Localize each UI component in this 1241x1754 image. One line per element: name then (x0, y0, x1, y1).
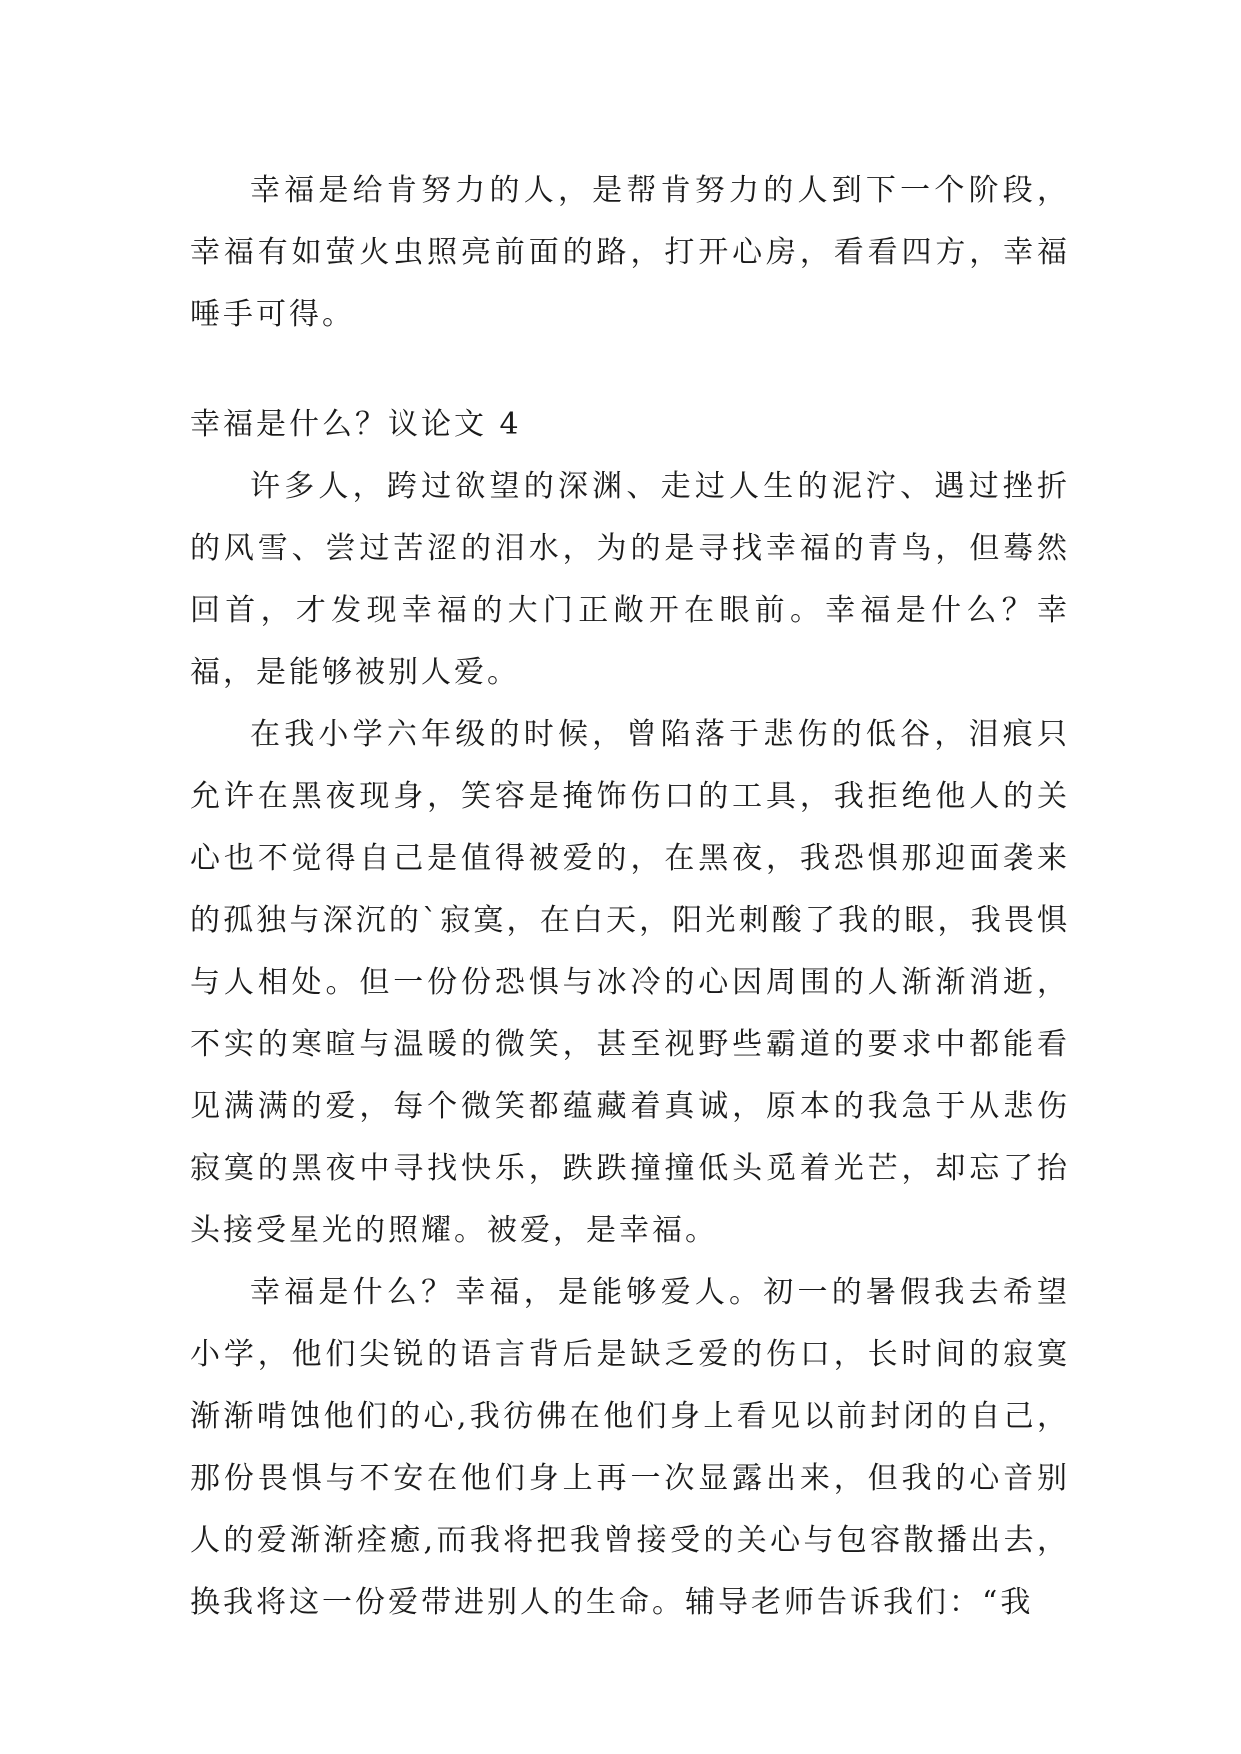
paragraph: 幸福是什么？幸福，是能够爱人。初一的暑假我去希望小学，他们尖锐的语言背后是缺乏爱的伤口，长时间的寂寞渐渐啃蚀他们的心,我彷佛在他们身上看见以前封闭的自己，那份畏惧与不安在他们身上再一次显露出来，但我的心音别人的爱渐渐痊癒,而我将把我曾接受的关心与包容散播出去，换我将这一份爱带进别人的生命。辅导老师告诉我们：“我 (190, 1275, 1070, 1620)
section-heading: 幸福是什么？议论文 4 (190, 407, 522, 442)
paragraph: 幸福是给肯努力的人，是帮肯努力的人到下一个阶段，幸福有如萤火虫照亮前面的路，打开心房，看看四方，幸福唾手可得。 (190, 173, 1070, 332)
paragraph: 在我小学六年级的时候，曾陷落于悲伤的低谷，泪痕只允许在黑夜现身，笑容是掩饰伤口的工具，我拒绝他人的关心也不觉得自己是值得被爱的，在黑夜，我恐惧那迎面袭来的孤独与深沉的`寂寞，在白天，阳光刺酸了我的眼，我畏惧与人相处。但一份份恐惧与冰冷的心因周围的人渐渐消逝，不实的寒暄与温暖的微笑，甚至视野些霸道的要求中都能看见满满的爱，每个微笑都蕴藏着真诚，原本的我急于从悲伤寂寞的黑夜中寻找快乐，跌跌撞撞低头觅着光芒，却忘了抬头接受星光的照耀。被爱，是幸福。 (190, 717, 1070, 1248)
paragraph-gap (190, 346, 1070, 394)
paragraph: 许多人，跨过欲望的深渊、走过人生的泥泞、遇过挫折的风雪、尝过苦涩的泪水，为的是寻找幸福的青鸟，但蓦然回首，才发现幸福的大门正敞开在眼前。幸福是什么？幸福，是能够被别人爱。 (190, 469, 1070, 690)
document-page (190, 160, 1070, 1634)
